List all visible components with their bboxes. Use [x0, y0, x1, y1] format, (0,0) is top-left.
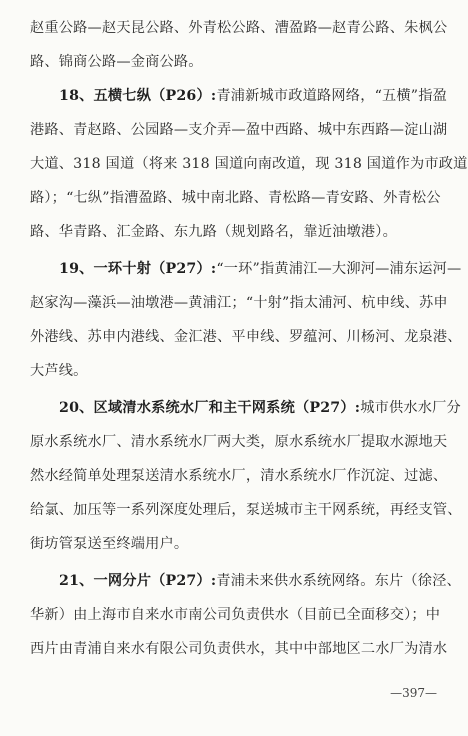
text-line: 赵家沟—藻浜—油墩港—黄浦江；“十射”指太浦河、杭申线、苏申 [30, 295, 448, 311]
term-21: 21、一网分片（P27）: [59, 573, 217, 589]
text-19: “一环”指黄浦江—大泖河—浦东运河— [216, 261, 462, 277]
paragraph-19-heading [59, 259, 462, 279]
text-line: 外港线、苏申内港线、金汇港、平申线、罗蕴河、川杨河、龙泉港、 [30, 329, 462, 345]
text-21: 青浦未来供水系统网络。东片（徐泾、 [216, 573, 461, 589]
text-line: 赵重公路—赵天昆公路、外青松公路、漕盈路—赵青公路、朱枫公 [30, 20, 448, 36]
text-line: 港路、青赵路、公园路—支介弄—盈中西路、城中东西路—淀山湖 [30, 122, 448, 138]
text-line: 大芦线。 [30, 363, 88, 379]
paragraph-21-heading [59, 571, 461, 591]
paragraph-20-heading [59, 398, 461, 418]
term-18: 18、五横七纵（P26）: [59, 88, 217, 104]
text-line: 西片由青浦自来水有限公司负责供水，其中中部地区二水厂为清水 [30, 641, 448, 657]
text-line: 华新）由上海市自来水市南公司负责供水（目前已全面移交）；中 [30, 607, 441, 623]
text-20: 城市供水水厂分 [360, 400, 461, 416]
page-number: —397— [390, 686, 437, 700]
text-line: 原水系统水厂、清水系统水厂两大类，原水系统水厂提取水源地天 [30, 434, 448, 450]
term-20: 20、区域清水系统水厂和主干网系统（P27）: [59, 400, 361, 416]
text-line: 街坊管泵送至终端用户。 [30, 536, 189, 552]
term-19: 19、一环十射（P27）: [59, 261, 217, 277]
text-line: 大道、318 国道（将来 318 国道向南改道，现 318 国道作为市政道 [30, 156, 468, 172]
text-line: 给氯、加压等一系列深度处理后，泵送城市主干网系统，再经支管、 [30, 502, 462, 518]
paragraph-18-heading [59, 86, 448, 106]
text-line: 然水经简单处理泵送清水系统水厂，清水系统水厂作沉淀、过滤、 [30, 468, 448, 484]
text-18: 青浦新城市政道路网络，“五横”指盈 [216, 88, 448, 104]
text-line: 路、锦商公路—金商公路。 [30, 54, 203, 70]
text-line: 路、华青路、汇金路、东九路（规划路名，靠近油墩港）。 [30, 224, 397, 240]
text-line: 路）；“七纵”指漕盈路、城中南北路、青松路—青安路、外青松公 [30, 190, 441, 206]
